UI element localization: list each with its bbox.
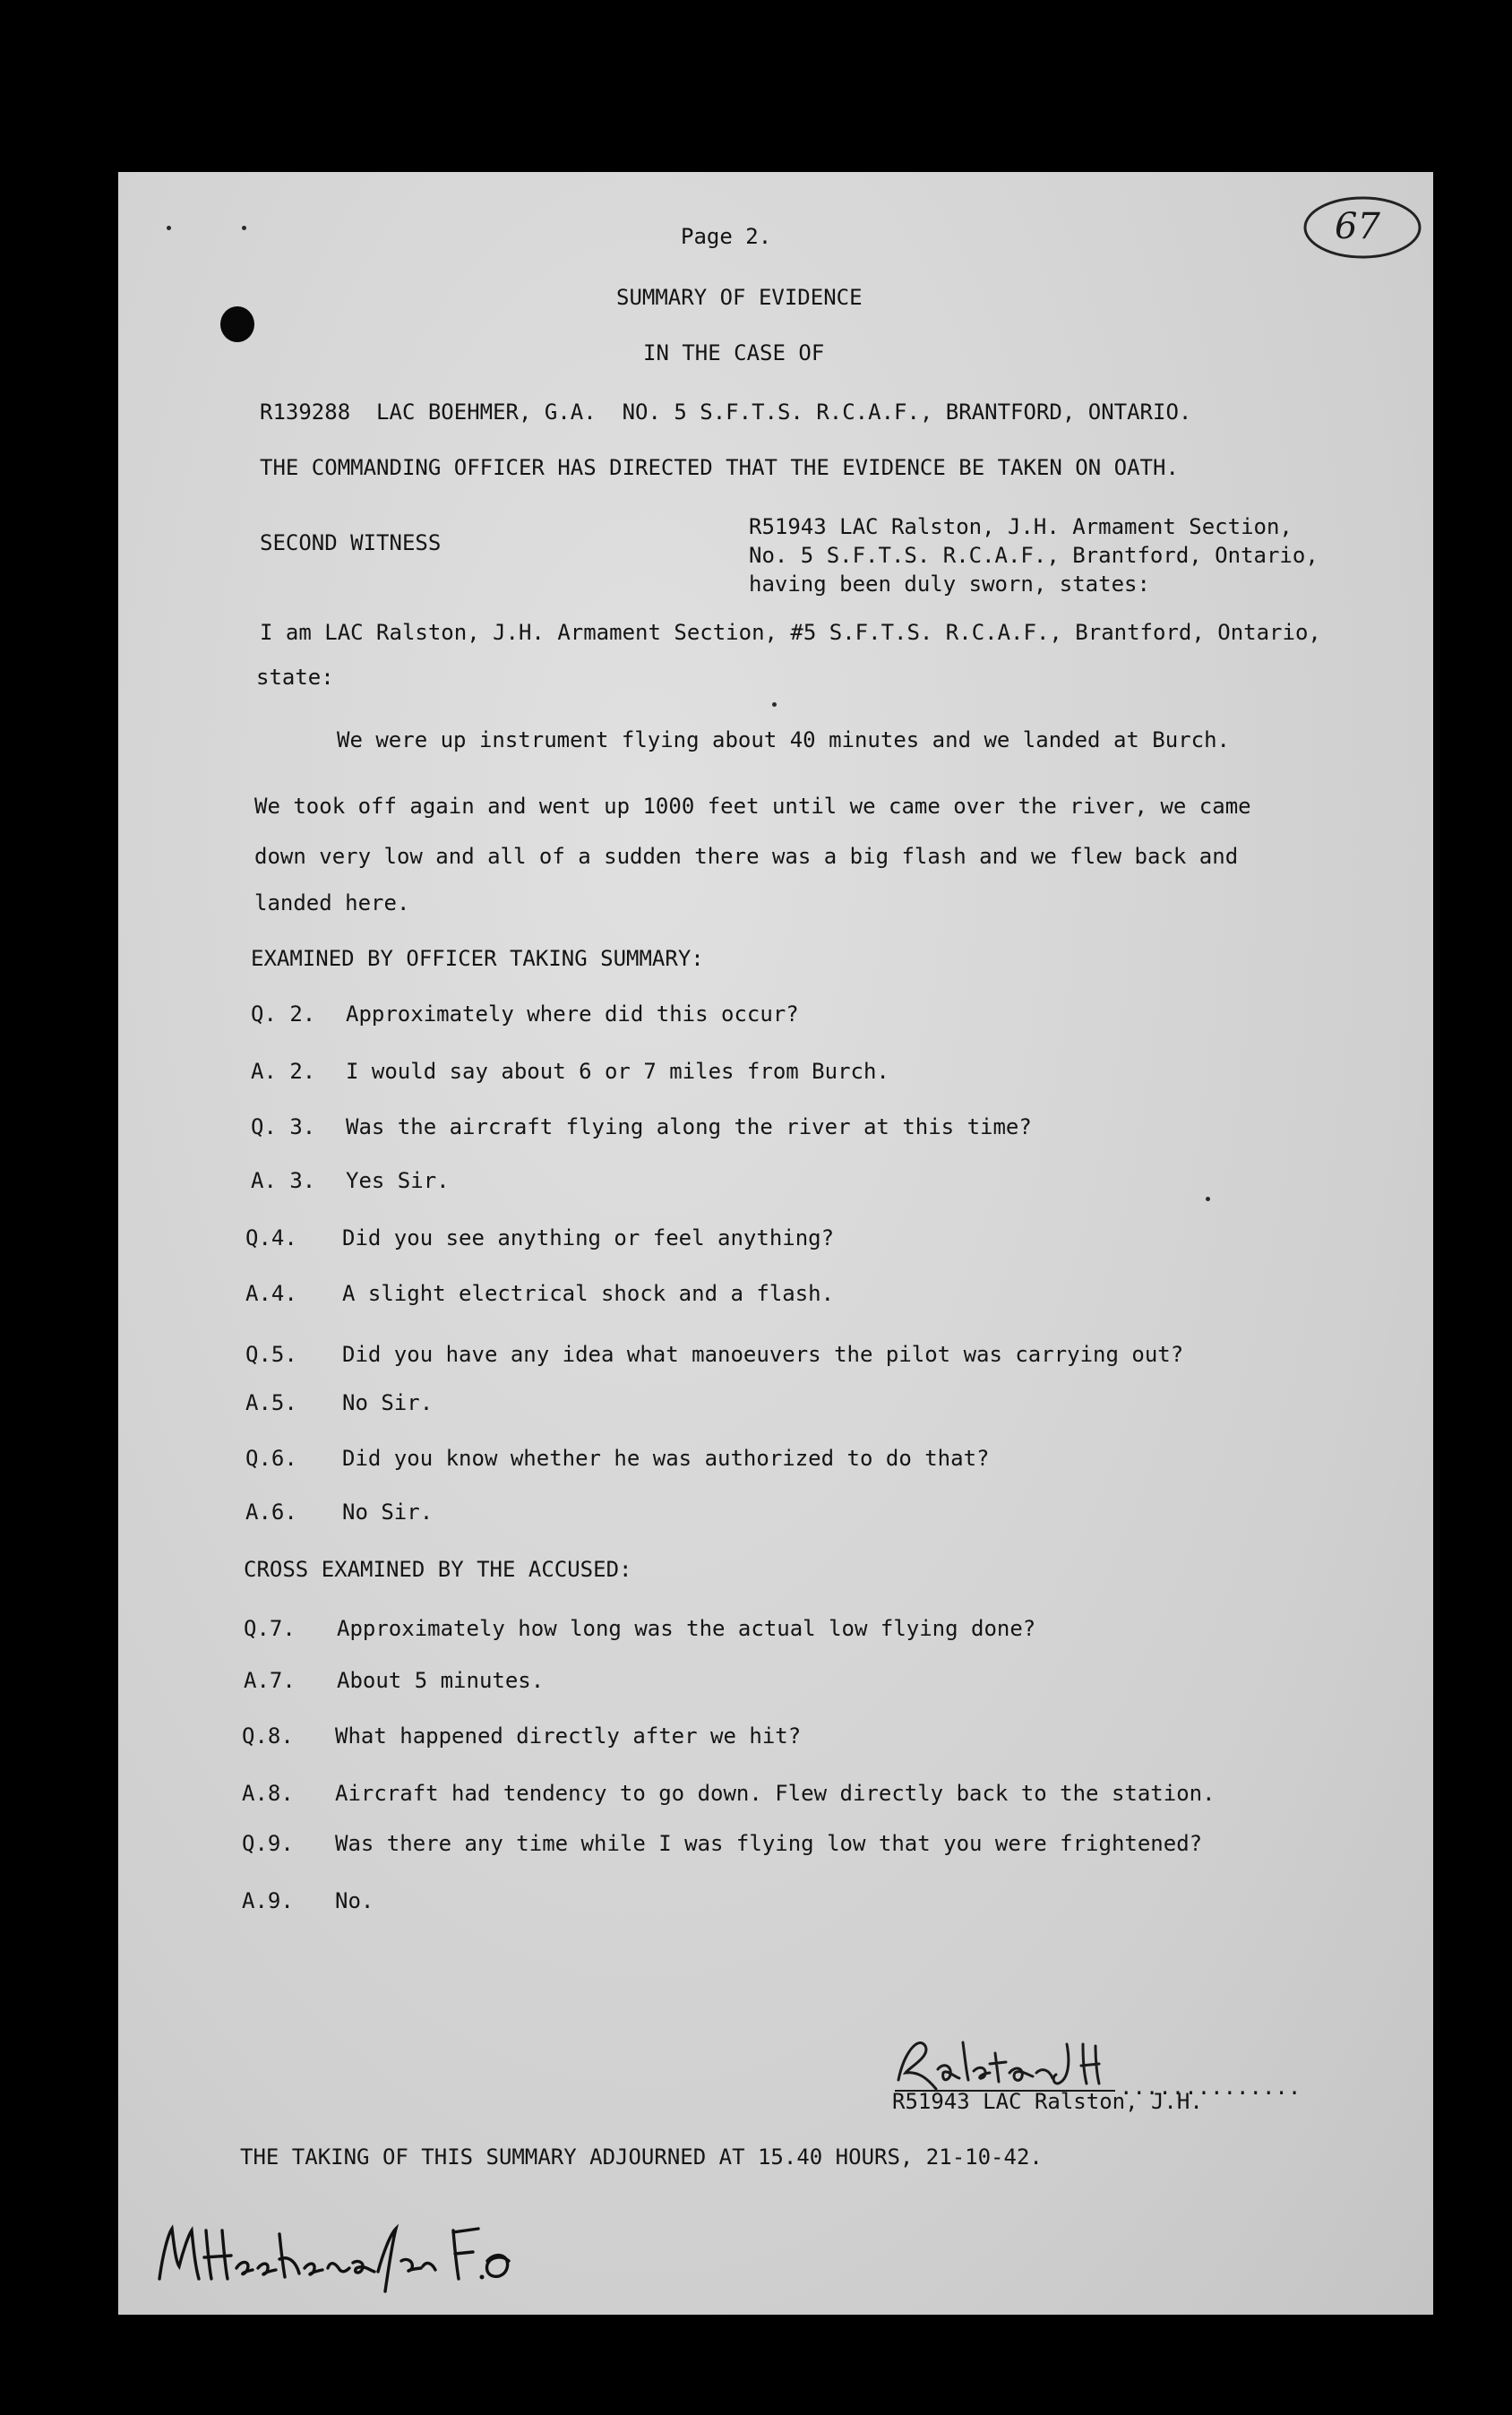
qa-text: About 5 minutes. xyxy=(337,1668,545,1693)
intro-line: state: xyxy=(256,665,334,690)
adjourned-line: THE TAKING OF THIS SUMMARY ADJOURNED AT 15.40 HOURS, 21-10-42. xyxy=(240,2144,1043,2170)
qa-text: What happened directly after we hit? xyxy=(335,1723,802,1749)
witness-label: SECOND WITNESS xyxy=(260,530,442,555)
qa-text: Aircraft had tendency to go down. Flew directly back to the station. xyxy=(335,1781,1216,1806)
qa-label: Q.7. xyxy=(244,1616,296,1641)
qa-text: Was there any time while I was flying low that you were frightened? xyxy=(335,1831,1203,1856)
accused-line: R139288 LAC BOEHMER, G.A. NO. 5 S.F.T.S. R.C.A.F., BRANTFORD, ONTARIO. xyxy=(260,400,1192,425)
qa-text: Was the aircraft flying along the river at this time? xyxy=(346,1114,1032,1139)
document-title: SUMMARY OF EVIDENCE xyxy=(616,285,863,310)
witness-block-line: having been duly sworn, states: xyxy=(749,572,1150,597)
qa-text: I would say about 6 or 7 miles from Burch. xyxy=(346,1059,889,1084)
qa-text: Did you have any idea what manoeuvers the pilot was carrying out? xyxy=(342,1342,1184,1367)
statement-line: landed here. xyxy=(254,890,410,915)
signature-dots: .............. xyxy=(1120,2075,1302,2100)
qa-text: Approximately where did this occur? xyxy=(346,1001,799,1027)
statement-line: We were up instrument flying about 40 minutes and we landed at Burch. xyxy=(337,727,1230,752)
qa-label: A.7. xyxy=(244,1668,296,1693)
witness-block-line: R51943 LAC Ralston, J.H. Armament Section, xyxy=(749,514,1293,539)
qa-text: No. xyxy=(335,1888,374,1913)
qa-label: Q.6. xyxy=(245,1446,297,1471)
qa-label: Q.4. xyxy=(245,1225,297,1250)
qa-label: Q.9. xyxy=(242,1831,294,1856)
speck xyxy=(772,702,777,707)
signature-typed: R51943 LAC Ralston, J.H. xyxy=(892,2089,1203,2114)
qa-label: A.8. xyxy=(242,1781,294,1806)
statement-line: We took off again and went up 1000 feet until we came over the river, we came xyxy=(254,794,1251,819)
qa-label: A. 2. xyxy=(251,1059,316,1084)
punch-hole xyxy=(220,306,254,342)
qa-label: A.9. xyxy=(242,1888,294,1913)
oath-line: THE COMMANDING OFFICER HAS DIRECTED THAT THE EVIDENCE BE TAKEN ON OATH. xyxy=(260,455,1179,480)
qa-text: Did you see anything or feel anything? xyxy=(342,1225,835,1250)
officer-signature xyxy=(154,2216,530,2297)
qa-label: A.4. xyxy=(245,1281,297,1306)
qa-text: Approximately how long was the actual low flying done? xyxy=(337,1616,1036,1641)
intro-line: I am LAC Ralston, J.H. Armament Section, #5 S.F.T.S. R.C.A.F., Brantford, Ontario, xyxy=(260,620,1321,645)
statement-line: down very low and all of a sudden there was a big flash and we flew back and xyxy=(254,844,1239,869)
qa-text: Did you know whether he was authorized to do that? xyxy=(342,1446,990,1471)
examined-heading: EXAMINED BY OFFICER TAKING SUMMARY: xyxy=(251,946,704,971)
qa-label: A.5. xyxy=(245,1390,297,1415)
qa-text: No Sir. xyxy=(342,1500,434,1525)
qa-label: Q.8. xyxy=(242,1723,294,1749)
speck xyxy=(167,226,171,230)
qa-label: Q.5. xyxy=(245,1342,297,1367)
speck xyxy=(242,226,246,230)
page-label: Page 2. xyxy=(681,224,772,249)
qa-label: Q. 3. xyxy=(251,1114,316,1139)
qa-text: Yes Sir. xyxy=(346,1168,450,1193)
folio-number-text: 67 xyxy=(1335,206,1380,247)
document-subtitle: IN THE CASE OF xyxy=(643,340,825,365)
qa-text: No Sir. xyxy=(342,1390,434,1415)
qa-label: Q. 2. xyxy=(251,1001,316,1027)
qa-label: A. 3. xyxy=(251,1168,316,1193)
qa-label: A.6. xyxy=(245,1500,297,1525)
qa-text: A slight electrical shock and a flash. xyxy=(342,1281,835,1306)
witness-block-line: No. 5 S.F.T.S. R.C.A.F., Brantford, Ontario, xyxy=(749,543,1319,568)
speck xyxy=(1206,1197,1210,1201)
cross-heading: CROSS EXAMINED BY THE ACCUSED: xyxy=(244,1557,632,1582)
folio-number xyxy=(1301,192,1424,263)
